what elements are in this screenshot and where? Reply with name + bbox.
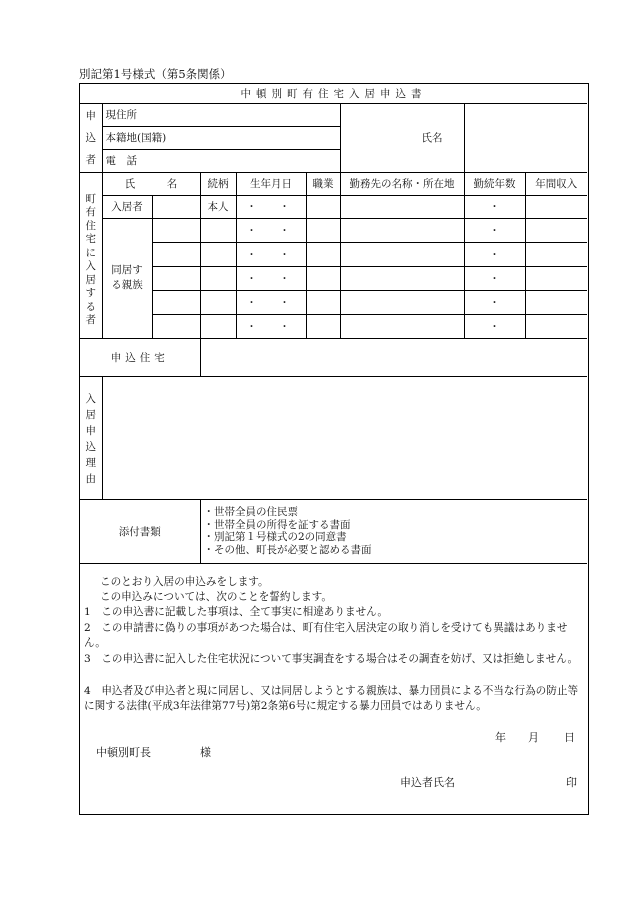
cohabitant-name-cell[interactable]	[152, 218, 200, 242]
table-row	[80, 242, 587, 266]
housing-field[interactable]	[200, 338, 587, 376]
signer-label: 申込者氏名	[400, 776, 455, 789]
form-reference: 別記第1号様式（第5条関係）	[79, 67, 232, 81]
domicile-field[interactable]	[102, 126, 340, 149]
birthdate-cell[interactable]: ・ ・	[236, 242, 306, 266]
applicant-name-field[interactable]	[464, 103, 587, 172]
phone-field[interactable]	[102, 149, 340, 172]
list-item: ・世帯全員の住民票	[203, 506, 298, 518]
domicile-label: 本籍地(国籍)	[105, 132, 167, 144]
applicant-name-cell[interactable]	[152, 195, 200, 218]
attachments-label: 添付書類	[80, 499, 200, 563]
header-income: 年間収入	[525, 172, 587, 195]
pledge-item-3: 3 この申込書に記入した住宅状況について事実調査をする場合はその調査を妨げ、又は拒絶しません。	[84, 653, 579, 665]
pledge-item-1: 1 この申込書に記載した事項は、全て事実に相違ありません。	[84, 606, 388, 618]
tenure-cell[interactable]: ・	[464, 290, 525, 314]
current-address-field[interactable]	[102, 103, 340, 126]
table-row	[80, 266, 587, 290]
form-title: 中頓別町有住宅入居申込書	[80, 84, 587, 103]
workplace-cell[interactable]	[340, 290, 464, 314]
applicant-section-label: 申 込 者	[80, 103, 102, 172]
income-cell[interactable]	[525, 218, 587, 242]
income-cell[interactable]	[525, 290, 587, 314]
list-item: ・別記第１号様式の2の同意書	[203, 531, 347, 543]
income-cell[interactable]	[525, 266, 587, 290]
applicant-name-label: 氏名	[421, 132, 443, 144]
cohabitant-relation-cell[interactable]	[200, 290, 236, 314]
pledge-item-2: 2 この申請書に偽りの事項があつた場合は、町有住宅入居決定の取り消しを受けても異議はありません。	[84, 622, 568, 649]
cohabitant-relation-cell[interactable]	[200, 314, 236, 338]
application-form	[79, 83, 589, 815]
tenure-cell[interactable]: ・	[464, 314, 525, 338]
list-item: ・その他、町長が必要と認める書面	[203, 543, 372, 556]
date-day-label: 日	[564, 731, 575, 744]
occupation-cell[interactable]	[306, 242, 340, 266]
phone-label: 電 話	[105, 155, 137, 167]
header-workplace: 勤務先の名称・所在地	[340, 172, 464, 195]
tenure-cell[interactable]: ・	[464, 266, 525, 290]
date-year-label: 年	[495, 731, 506, 744]
table-row	[80, 314, 587, 338]
birthdate-cell[interactable]: ・ ・	[236, 290, 306, 314]
table-row	[80, 290, 587, 314]
header-birthdate: 生年月日	[236, 172, 306, 195]
tenure-cell[interactable]: ・	[464, 218, 525, 242]
cohabitant-name-cell[interactable]	[152, 314, 200, 338]
table-row	[80, 218, 587, 242]
header-name: 氏 名	[102, 172, 200, 195]
workplace-cell[interactable]	[340, 195, 464, 218]
declaration-intro-2: この申込みについては、次のことを誓約します。	[100, 591, 333, 603]
cohabitant-name-cell[interactable]	[152, 290, 200, 314]
workplace-cell[interactable]	[340, 314, 464, 338]
occupation-cell[interactable]	[306, 195, 340, 218]
birthdate-cell[interactable]: ・ ・	[236, 266, 306, 290]
income-cell[interactable]	[525, 195, 587, 218]
cohabitant-relation-cell[interactable]	[200, 242, 236, 266]
household-section-label: 町 有 住 宅 に 入 居 す る 者	[80, 172, 102, 338]
occupation-cell[interactable]	[306, 266, 340, 290]
header-tenure: 勤続年数	[464, 172, 525, 195]
workplace-cell[interactable]	[340, 266, 464, 290]
income-cell[interactable]	[525, 242, 587, 266]
header-relation: 続柄	[200, 172, 236, 195]
pledge-item-4: 4 申込者及び申込者と現に同居し、又は同居しようとする親族は、暴力団員による不当な行為の防止等に関する法律(平成3年法律第77号)第2条第6号に規定する暴力団員ではありません。	[84, 685, 579, 712]
date-month-label: 月	[528, 731, 539, 744]
workplace-cell[interactable]	[340, 218, 464, 242]
applicant-name-label-cell	[340, 103, 464, 172]
honorific: 様	[200, 746, 211, 759]
income-cell[interactable]	[525, 314, 587, 338]
occupation-cell[interactable]	[306, 218, 340, 242]
cohabitant-name-cell[interactable]	[152, 242, 200, 266]
birthdate-cell[interactable]: ・ ・	[236, 314, 306, 338]
seal-mark: 印	[566, 776, 577, 789]
header-occupation: 職業	[306, 172, 340, 195]
workplace-cell[interactable]	[340, 242, 464, 266]
occupation-cell[interactable]	[306, 290, 340, 314]
birthdate-cell[interactable]: ・ ・	[236, 195, 306, 218]
tenure-cell[interactable]: ・	[464, 242, 525, 266]
list-item: ・世帯全員の所得を証する書面	[203, 518, 351, 531]
current-address-label: 現住所	[105, 109, 137, 121]
form-grid	[80, 84, 587, 564]
birthdate-cell[interactable]: ・ ・	[236, 218, 306, 242]
cohabitant-name-cell[interactable]	[152, 266, 200, 290]
housing-label: 申込住宅	[80, 338, 200, 376]
declaration-intro-1: このとおり入居の申込みをします。	[100, 576, 269, 588]
cohabitant-label: 同居する親族	[102, 218, 152, 338]
occupation-cell[interactable]	[306, 314, 340, 338]
cohabitant-relation-cell[interactable]	[200, 266, 236, 290]
applicant-relation: 本人	[200, 195, 236, 218]
attachments-list	[200, 499, 587, 563]
tenure-cell[interactable]: ・	[464, 195, 525, 218]
applicant-row-label: 入居者	[102, 195, 152, 218]
table-row	[80, 195, 587, 218]
reason-label: 入 居 申 込 理 由	[80, 376, 102, 499]
addressee: 中頓別町長	[96, 746, 151, 759]
cohabitant-relation-cell[interactable]	[200, 218, 236, 242]
reason-field[interactable]	[102, 376, 587, 499]
